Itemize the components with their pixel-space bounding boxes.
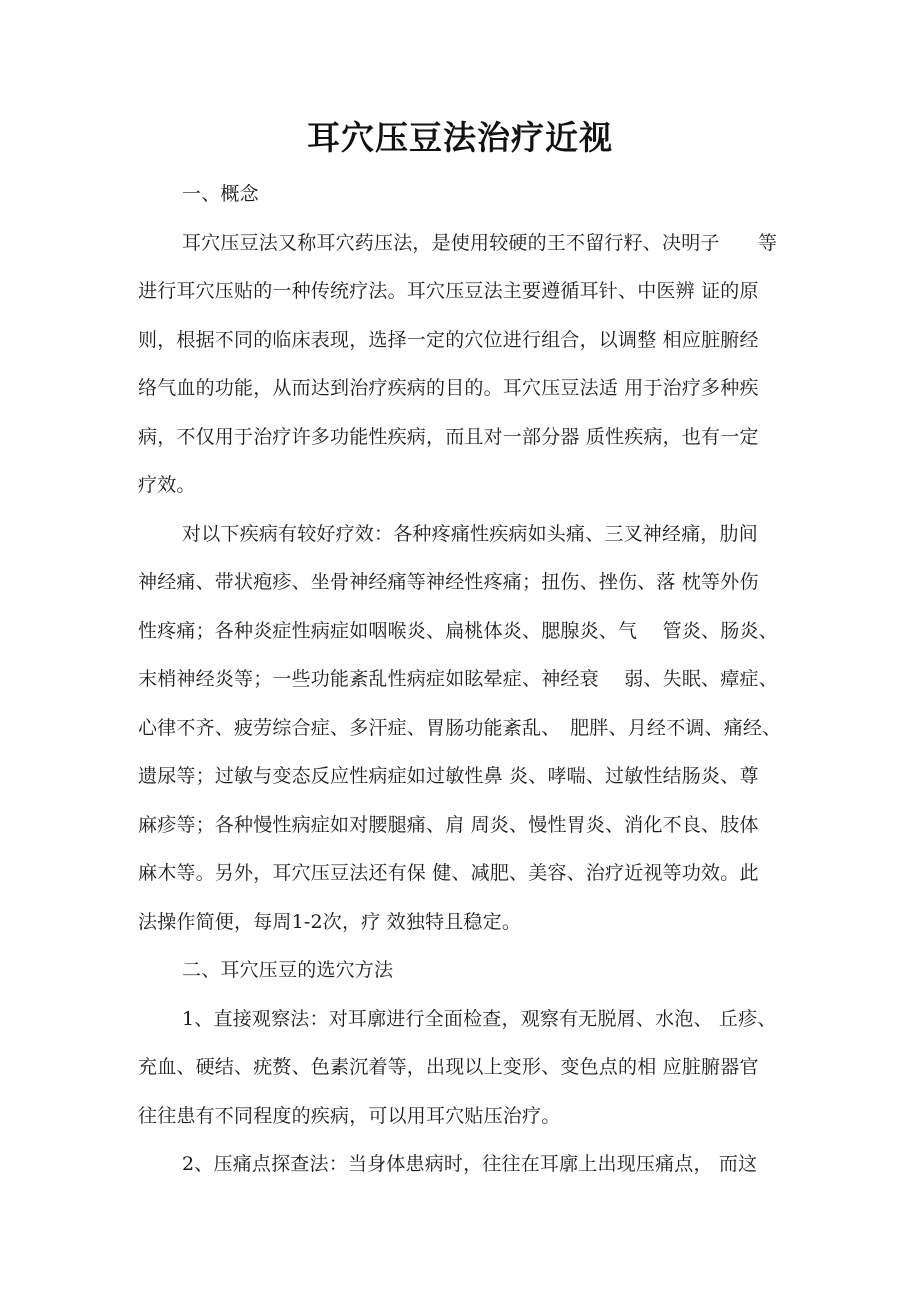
paragraph-line: 进行耳穴压贴的一种传统疗法。耳穴压豆法主要遵循耳针、中医辨 证的原 xyxy=(138,280,759,302)
paragraph-line: 性疼痛；各种炎症性病症如咽喉炎、扁桃体炎、腮腺炎、气 管炎、肠炎、 xyxy=(138,619,778,642)
paragraph-line: 麻木等。另外，耳穴压豆法还有保 健、减肥、美容、治疗近视等功效。此 xyxy=(138,862,759,884)
document-title: 耳穴压豆法治疗近视 xyxy=(307,118,613,157)
section-heading-acupoint-selection: 二、耳穴压豆的选穴方法 xyxy=(182,959,394,981)
paragraph-line: 末梢神经炎等；一些功能紊乱性病症如眩晕症、神经衰 弱、失眠、瘴症、 xyxy=(138,668,778,690)
paragraph-line: 充血、硬结、疣赘、色素沉着等，出现以上变形、变色点的相 应脏腑器官 xyxy=(138,1056,759,1078)
section-heading-concept: 一、概念 xyxy=(182,183,259,205)
paragraph-line: 往往患有不同程度的疾病，可以用耳穴贴压治疗。 xyxy=(138,1104,561,1127)
paragraph-line: 神经痛、带状疱疹、坐骨神经痛等神经性疼痛；扭伤、挫伤、落 枕等外伤 xyxy=(138,571,759,593)
paragraph-line: 络气血的功能，从而达到治疗疾病的目的。耳穴压豆法适 用于治疗多种疾 xyxy=(138,377,759,399)
paragraph-line: 遗尿等；过敏与变态反应性病症如过敏性鼻 炎、哮喘、过敏性结肠炎、尊 xyxy=(138,765,759,787)
paragraph-line: 1、直接观察法：对耳廓进行全面检查，观察有无脱屑、水泡、 丘疹、 xyxy=(182,1007,777,1030)
paragraph-line: 麻疹等；各种慢性病症如对腰腿痛、肩 周炎、慢性胃炎、消化不良、肢体 xyxy=(138,813,759,836)
paragraph-line: 心律不齐、疲劳综合症、多汗症、胃肠功能紊乱、 肥胖、月经不调、痛经、 xyxy=(138,716,782,739)
paragraph-line: 病，不仅用于治疗许多功能性疾病，而且对一部分器 质性疾病，也有一定 xyxy=(138,425,759,448)
paragraph-line: 2、压痛点探查法：当身体患病时，往往在耳廓上出现压痛点， 而这 xyxy=(182,1153,758,1175)
document-body xyxy=(138,170,788,1189)
paragraph-line: 法操作简便，每周1-2次，疗 效独特且稳定。 xyxy=(138,910,522,933)
paragraph-line: 耳穴压豆法又称耳穴药压法，是使用较硬的王不留行籽、决明子 等 xyxy=(182,231,778,254)
paragraph-line: 对以下疾病有较好疗效：各种疼痛性疾病如头痛、三叉神经痛，肋间 xyxy=(182,522,759,545)
paragraph-line: 则，根据不同的临床表现，选择一定的穴位进行组合，以调整 相应脏腑经 xyxy=(138,328,759,351)
paragraph-line: 疗效。 xyxy=(138,474,196,496)
